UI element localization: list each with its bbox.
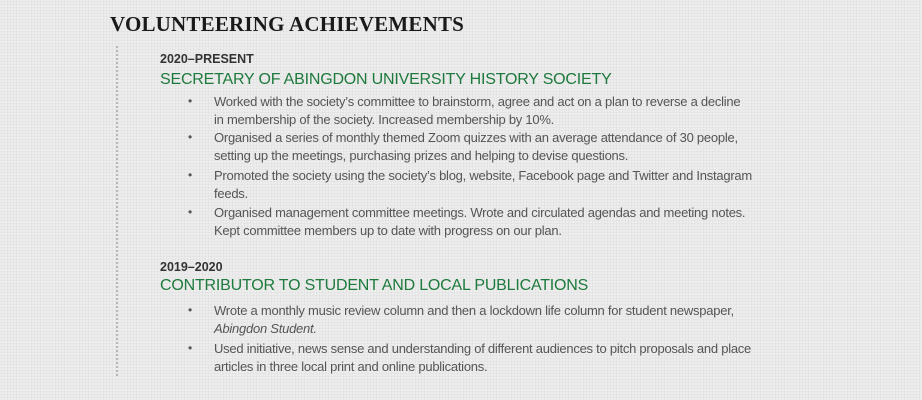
bullet-text: Organised management committee meetings. Wrote and circulated agendas and meeting notes. xyxy=(214,205,746,220)
timeline-dotted-line xyxy=(116,46,118,376)
bullet-text: setting up the meetings, purchasing prizes and helping to devise questions. xyxy=(214,148,629,163)
bullet-icon: • xyxy=(188,205,193,219)
bullet-text: Kept committee members up to date with progress on our plan. xyxy=(214,223,562,238)
bullet-text: Promoted the society using the society’s blog, website, Facebook page and Twitter and Instagram xyxy=(214,168,752,183)
section-heading: VOLUNTEERING ACHIEVEMENTS xyxy=(110,12,465,36)
bullet-text: in membership of the society. Increased membership by 10%. xyxy=(214,112,555,127)
bullet-text: Abingdon Student. xyxy=(214,321,317,336)
bullet-text: Wrote a monthly music review column and then a lockdown life column for student newspaper, xyxy=(214,303,734,318)
entry-date: 2019–2020 xyxy=(160,260,223,274)
bullet-icon: • xyxy=(188,341,193,355)
entry-title: CONTRIBUTOR TO STUDENT AND LOCAL PUBLICATIONS xyxy=(160,277,589,294)
bullet-icon: • xyxy=(188,303,193,317)
bullet-icon: • xyxy=(188,94,193,108)
entry-date: 2020–PRESENT xyxy=(160,52,254,66)
bullet-text: articles in three local print and online publications. xyxy=(214,359,488,374)
bullet-text: feeds. xyxy=(214,186,248,201)
bullet-text: Used initiative, news sense and understanding of different audiences to pitch proposals and place xyxy=(214,341,752,356)
bullet-text: Organised a series of monthly themed Zoom quizzes with an average attendance of 30 people, xyxy=(214,130,738,145)
entry-title: SECRETARY OF ABINGDON UNIVERSITY HISTORY SOCIETY xyxy=(160,71,612,88)
bullet-icon: • xyxy=(188,130,193,144)
bullet-text: Worked with the society’s committee to brainstorm, agree and act on a plan to reverse a decline xyxy=(214,94,741,109)
bullet-icon: • xyxy=(188,168,193,182)
